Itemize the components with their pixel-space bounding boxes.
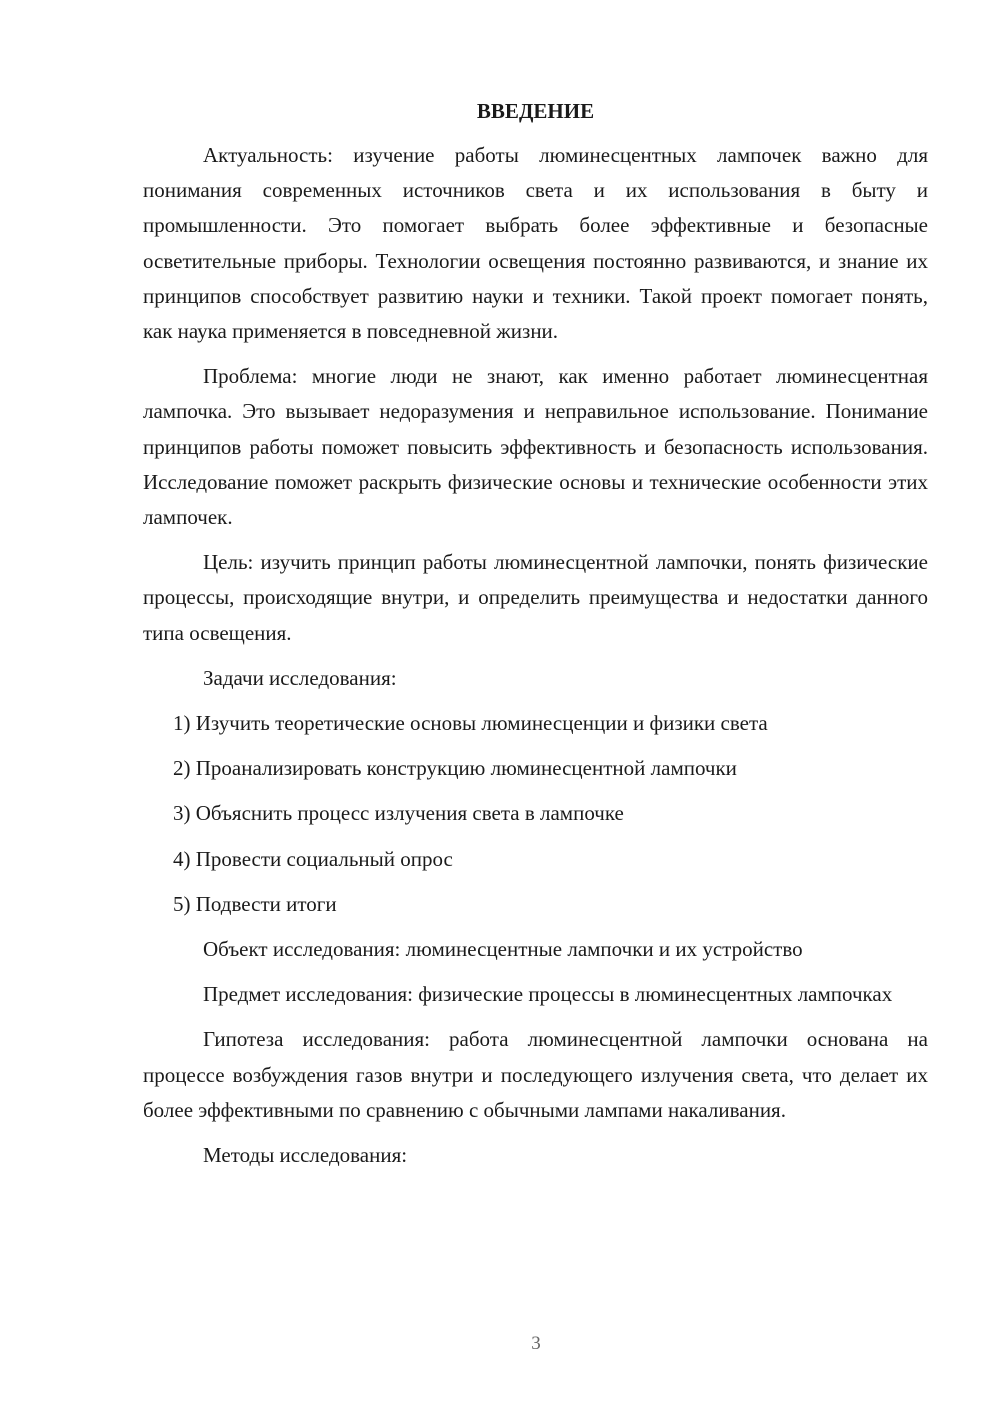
task-item: 1) Изучить теоретические основы люминесценции и физики света bbox=[173, 711, 768, 736]
problem-paragraph: Проблема: многие люди не знают, как именно работает люминесцентная лампочка. Это вызывает недоразумения и неправильное использование. Понимание принципов работы поможет повысить эффективность и безопасность использования. Исследование поможет раскрыть физические основы и технические особенности этих лампочек. bbox=[143, 364, 928, 530]
task-item: 2) Проанализировать конструкцию люминесцентной лампочки bbox=[173, 756, 737, 781]
task-item: 3) Объяснить процесс излучения света в лампочке bbox=[173, 801, 624, 826]
page-number: 3 bbox=[531, 1333, 541, 1354]
object-paragraph: Объект исследования: люминесцентные лампочки и их устройство bbox=[203, 937, 803, 962]
goal-paragraph: Цель: изучить принцип работы люминесцентной лампочки, понять физические процессы, происходящие внутри, и определить преимущества и недостатки данного типа освещения. bbox=[143, 550, 928, 645]
task-item: 5) Подвести итоги bbox=[173, 891, 337, 916]
relevance-paragraph: Актуальность: изучение работы люминесцентных лампочек важно для понимания современных источников света и их использования в быту и промышленности. Это помогает выбрать более эффективные и безопасные осветительные приборы. Технологии освещения постоянно развиваются, и знание их принципов способствует развитию науки и техники. Такой проект помогает понять, как наука применяется в повседневной жизни. bbox=[143, 143, 928, 344]
tasks-heading: Задачи исследования: bbox=[203, 665, 397, 690]
document-page bbox=[143, 96, 928, 1173]
page-title: ВВЕДЕНИЕ bbox=[476, 99, 595, 123]
hypothesis-paragraph: Гипотеза исследования: работа люминесцентной лампочки основана на процессе возбуждения газов внутри и последующего излучения света, что делает их более эффективными по сравнению с обычными лампами накаливания. bbox=[143, 1027, 928, 1122]
tasks-list bbox=[143, 706, 928, 922]
methods-heading: Методы исследования: bbox=[203, 1143, 408, 1168]
subject-paragraph: Предмет исследования: физические процессы в люминесцентных лампочках bbox=[203, 982, 893, 1007]
task-item: 4) Провести социальный опрос bbox=[173, 846, 453, 871]
